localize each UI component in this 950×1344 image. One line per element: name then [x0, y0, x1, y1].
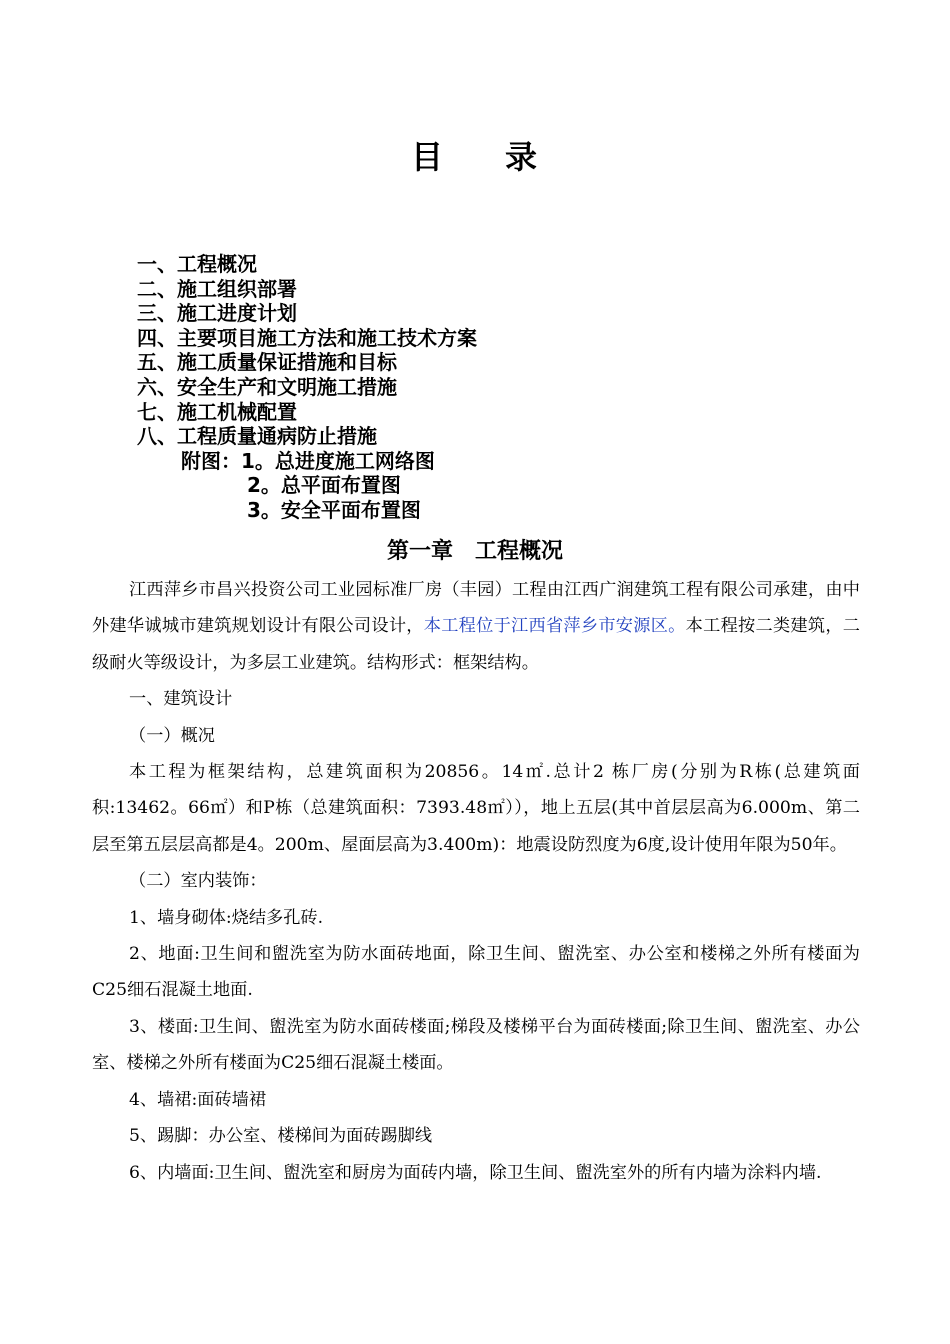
chapter-number: 第一章	[386, 539, 453, 564]
interior-item-1: 1、墙身砌体:烧结多孔砖.	[129, 907, 324, 928]
toc-title-left: 目	[410, 138, 445, 176]
toc-item-1[interactable]: 一、工程概况	[137, 252, 257, 276]
overview-paragraph: 本工程为框架结构，总建筑面积为20856。14㎡.总计2 栋厂房(分别为R栋(总建筑面积:13462。66㎡）和P栋（总建筑面积：7393.48㎡）），地上五层(其中首层层高为6.000m、第二层至第五层层高都是4。200m、屋面层高为3.400m)：地震设防烈度为6度,设计使用年限为50年。	[92, 762, 860, 855]
subsection-overview: （一）概况	[129, 725, 215, 746]
chapter-heading	[0, 534, 950, 565]
interior-item-4: 4、墙裙:面砖墙裙	[129, 1089, 267, 1110]
interior-item-3: 3、楼面:卫生间、盥洗室为防水面砖楼面;梯段及楼梯平台为面砖楼面;除卫生间、盥洗室、办公室、楼梯之外所有楼面为C25细石混凝土楼面。	[92, 1016, 860, 1074]
interior-item-2: 2、地面:卫生间和盥洗室为防水面砖地面，除卫生间、盥洗室、办公室和楼梯之外所有楼面为C25细石混凝土地面.	[92, 944, 860, 1001]
toc-item-7[interactable]: 七、施工机械配置	[137, 399, 297, 424]
intro-paragraph	[92, 572, 860, 681]
intro-text-a: 江西萍乡市昌兴投资公司工业园标准厂房（丰园）工程由江西广润建筑工程有限公司承建，由中外建华诚城市建筑规划设计有限公司设计，	[92, 580, 860, 637]
toc-item-6[interactable]: 六、安全生产和文明施工措施	[137, 374, 397, 399]
section-heading-design: 一、建筑设计	[129, 689, 233, 710]
toc-appendix-1[interactable]: 附图：1。总进度施工网络图	[181, 448, 435, 473]
toc-appendix-3[interactable]: 3。安全平面布置图	[247, 497, 421, 522]
toc-title	[0, 132, 950, 178]
toc-item-4[interactable]: 四、主要项目施工方法和施工技术方案	[137, 325, 477, 350]
intro-location-text: 本工程位于江西省萍乡市安源区。	[423, 616, 686, 637]
toc-item-5[interactable]: 五、施工质量保证措施和目标	[137, 350, 397, 375]
interior-item-5: 5、踢脚：办公室、楼梯间为面砖踢脚线	[129, 1126, 433, 1147]
interior-item-6: 6、内墙面:卫生间、盥洗室和厨房为面砖内墙，除卫生间、盥洗室外的所有内墙为涂料内墙.	[129, 1162, 822, 1183]
toc-appendix-2[interactable]: 2。总平面布置图	[247, 473, 401, 498]
table-of-contents	[137, 252, 477, 523]
toc-item-2[interactable]: 二、施工组织部署	[137, 276, 297, 301]
toc-title-right: 录	[505, 138, 540, 176]
subsection-interior: （二）室内装饰：	[129, 871, 267, 892]
chapter-title: 工程概况	[475, 539, 564, 564]
toc-item-3[interactable]: 三、施工进度计划	[137, 301, 297, 326]
toc-item-8[interactable]: 八、工程质量通病防止措施	[137, 424, 377, 449]
chapter-body	[92, 572, 860, 1191]
intro-text-c: 本工程按二类建筑，二级耐火等级设计，为多层工业建筑。结构形式：框架结构。	[92, 616, 860, 673]
